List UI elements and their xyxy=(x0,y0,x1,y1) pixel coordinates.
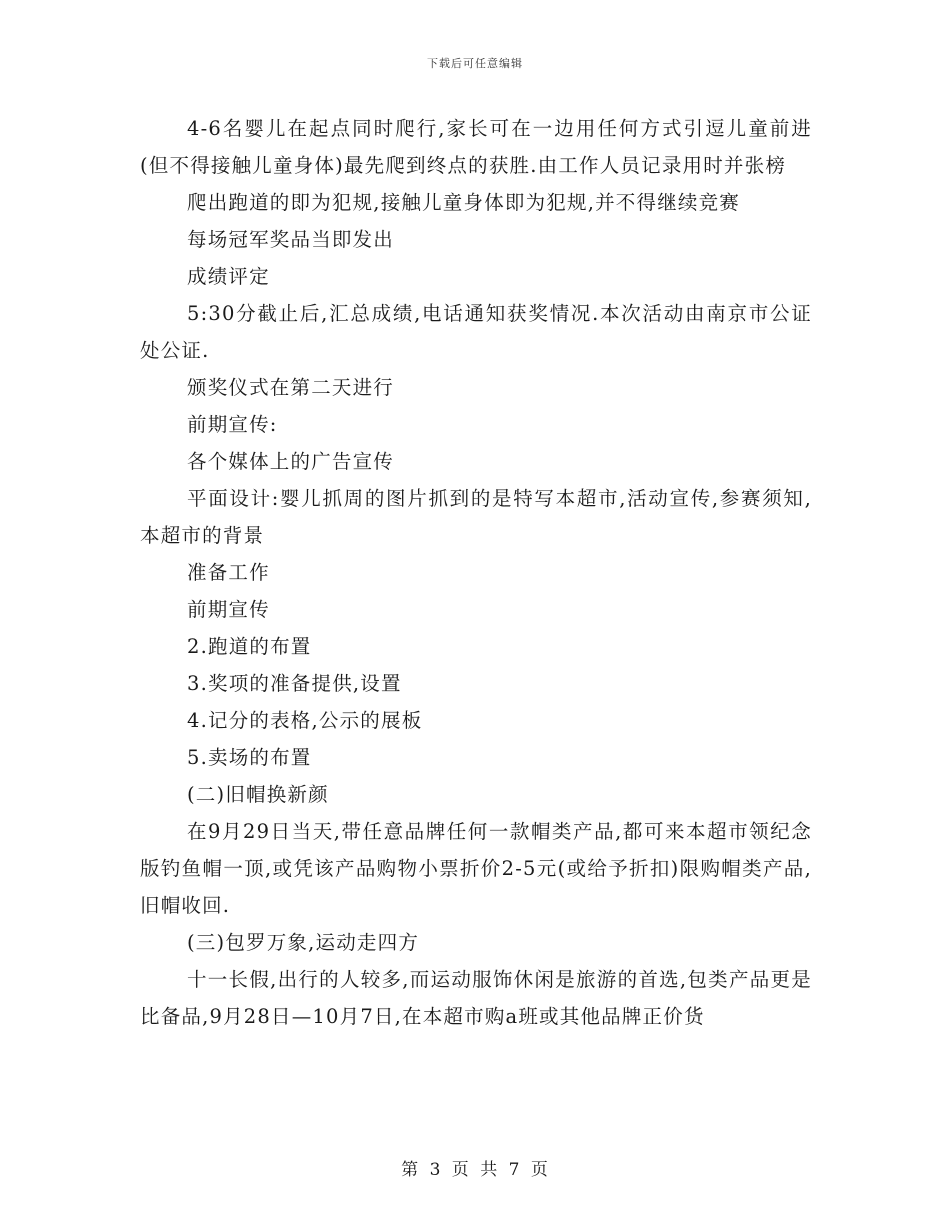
paragraph: 成绩评定 xyxy=(187,265,270,288)
paragraph: 颁奖仪式在第二天进行 xyxy=(187,376,395,399)
paragraph: 5:30分截止后,汇总成绩,电话通知获奖情况.本次活动由南京市公证处公证. xyxy=(140,302,812,362)
paragraph: 十一长假,出行的人较多,而运动服饰休闲是旅游的首选,包类产品更是比备品,9月28日—10月7日,在本超市购a班或其他品牌正价货 xyxy=(140,968,812,1028)
paragraph: 前期宣传: xyxy=(187,413,278,436)
paragraph: 3.奖项的准备提供,设置 xyxy=(187,672,402,695)
paragraph: 在9月29日当天,带任意品牌任何一款帽类产品,都可来本超市领纪念版钓鱼帽一顶,或凭该产品购物小票折价2-5元(或给予折扣)限购帽类产品,旧帽收回. xyxy=(140,820,812,917)
paragraph: 准备工作 xyxy=(187,561,270,584)
paragraph: 前期宣传 xyxy=(187,598,270,621)
paragraph: 爬出跑道的即为犯规,接触儿童身体即为犯规,并不得继续竞赛 xyxy=(187,191,740,214)
paragraph: 平面设计:婴儿抓周的图片抓到的是特写本超市,活动宣传,参赛须知,本超市的背景 xyxy=(140,487,812,547)
paragraph: 2.跑道的布置 xyxy=(187,635,312,658)
paragraph: 4-6名婴儿在起点同时爬行,家长可在一边用任何方式引逗儿童前进(但不得接触儿童身体)最先爬到终点的获胜.由工作人员记录用时并张榜 xyxy=(140,117,812,177)
section-heading: (三)包罗万象,运动走四方 xyxy=(187,931,420,954)
paragraph: 每场冠军奖品当即发出 xyxy=(187,228,395,251)
paragraph: 5.卖场的布置 xyxy=(187,746,312,769)
page-header-note: 下载后可任意编辑 xyxy=(427,57,523,70)
paragraph: 4.记分的表格,公示的展板 xyxy=(187,709,423,732)
document-body xyxy=(140,110,812,1035)
paragraph: 各个媒体上的广告宣传 xyxy=(187,450,395,473)
section-heading: (二)旧帽换新颜 xyxy=(187,783,329,806)
page-number-footer: 第 3 页 共 7 页 xyxy=(401,1160,549,1180)
